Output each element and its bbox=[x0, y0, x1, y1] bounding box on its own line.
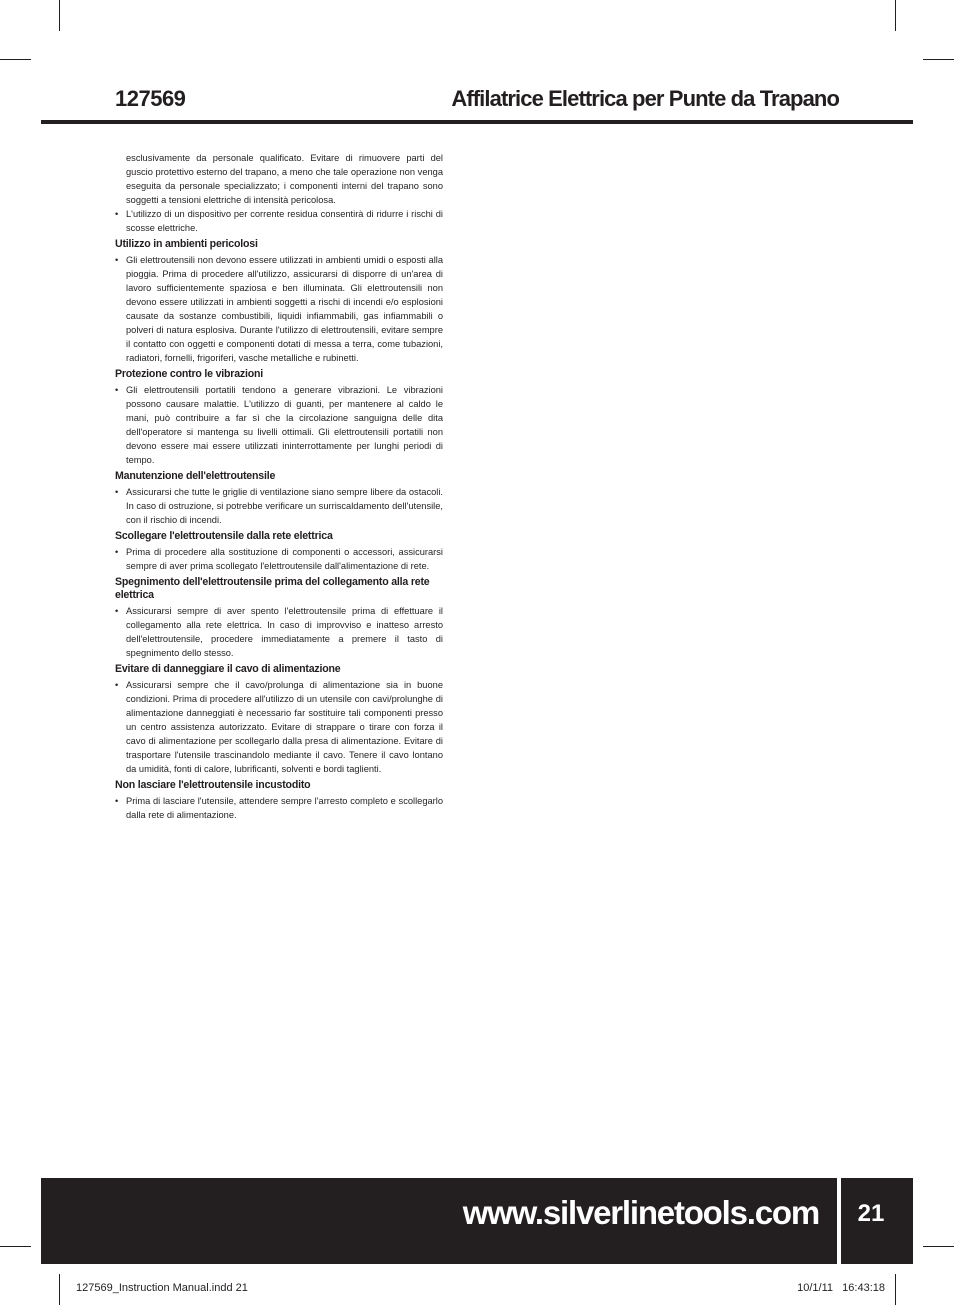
bullet-vibration: • Gli elettroutensili portatili tendono a generare vibrazioni. Le vibrazioni possono causare malattie. L'utilizzo di guanti, per mantenere al caldo le mani, può contribuire a far sì che la circolazione sanguigna delle dita dell'operatore si mantenga su livelli ottimali. Gli elettroutensili portatili non devono essere mai essere utilizzati ininterrottamente per lunghi periodi di tempo. bbox=[115, 383, 443, 467]
crop-mark-bottom-right bbox=[895, 1274, 896, 1305]
crop-mark-bottom-left bbox=[59, 1274, 60, 1305]
page-number-box bbox=[841, 1178, 913, 1264]
safety-content bbox=[115, 151, 443, 825]
bullet-power-cable: • Assicurarsi sempre che il cavo/prolunga di alimentazione sia in buone condizioni. Prima di procedere all'utilizzo di un utensile con cavi/prolunghe di alimentazione danneggiati è necessario far sostituire tali componenti presso un centro assistenza autorizzato. Evitare di strappare o tirare con forza il cavo di alimentazione per scollegarlo dalla presa di alimentazione. Evitare di trasportare l'utensile trascinandolo mediante il cavo. Tenere il cavo lontano da umidità, fonti di calore, lubrificanti, solventi e bordi taglienti. bbox=[115, 678, 443, 776]
footer-bar bbox=[41, 1178, 837, 1264]
bullet-disconnect: • Prima di procedere alla sostituzione di componenti o accessori, assicurarsi sempre di aver prima scollegato l'elettroutensile dall'alimentazione di rete. bbox=[115, 545, 443, 573]
slug-file-info: 127569_Instruction Manual.indd 21 bbox=[76, 1282, 248, 1294]
bullet-rcd: • L'utilizzo di un dispositivo per corrente residua consentirà di ridurre i rischi di scosse elettriche. bbox=[115, 207, 443, 235]
website-url: www.silverlinetools.com bbox=[462, 1194, 819, 1231]
section-heading-vibration: Protezione contro le vibrazioni bbox=[115, 368, 264, 380]
section-heading-power-cable: Evitare di danneggiare il cavo di alimentazione bbox=[115, 663, 341, 675]
slug-date-info: 10/1/11 16:43:18 bbox=[797, 1282, 885, 1294]
section-heading-maintenance: Manutenzione dell'elettroutensile bbox=[115, 470, 276, 482]
bullet-maintenance: • Assicurarsi che tutte le griglie di ventilazione siano sempre libere da ostacoli. In caso di ostruzione, si potrebbe verificare un surriscaldamento dell'utensile, con il rischio di incendi. bbox=[115, 485, 443, 527]
section-heading-disconnect: Scollegare l'elettroutensile dalla rete elettrica bbox=[115, 530, 333, 542]
section-heading-hazardous-environments: Utilizzo in ambienti pericolosi bbox=[115, 238, 258, 250]
crop-mark-top-left bbox=[59, 0, 60, 31]
section-heading-unattended: Non lasciare l'elettroutensile incustodito bbox=[115, 779, 311, 791]
page-title: Affilatrice Elettrica per Punte da Trapano bbox=[451, 86, 839, 111]
bullet-hazardous-environments: • Gli elettroutensili non devono essere utilizzati in ambienti umidi o esposti alla pioggia. Prima di procedere all'utilizzo, assicurarsi di disporre di un'area di lavoro sufficientemente spaziosa e ben illuminata. Gli elettroutensili non devono essere utilizzati in ambienti soggetti a rischi di incendi e/o esplosioni causate da sostanze combustibili, liquidi infiammabili, gas infiammabili o polveri di natura esplosiva. Durante l'utilizzo di elettroutensili, evitare sempre il contatto con oggetti e componenti dotati di messa a terra, come tubazioni, radiatori, fornelli, frigoriferi, vasche metalliche e rubinetti. bbox=[115, 253, 443, 365]
crop-mark-right-bottom bbox=[923, 1246, 954, 1247]
bullet-switch-off: • Assicurarsi sempre di aver spento l'elettroutensile prima di effettuare il collegamento alla rete elettrica. In caso di improvviso e inatteso arresto dell'elettroutensile, procedere immediatamente a premere il tasto di spegnimento dello stesso. bbox=[115, 604, 443, 660]
crop-mark-left-top bbox=[0, 59, 31, 60]
page-number: 21 bbox=[857, 1200, 885, 1227]
crop-mark-right-top bbox=[923, 59, 954, 60]
section-heading-switch-off: Spegnimento dell'elettroutensile prima del collegamento alla rete elettrica bbox=[115, 576, 430, 601]
crop-mark-top-right bbox=[895, 0, 896, 31]
product-code: 127569 bbox=[115, 86, 186, 111]
intro-paragraph: esclusivamente da personale qualificato. Evitare di rimuovere parti del guscio protettivo esterno del trapano, a meno che tale operazione non venga eseguita da personale specializzato; i componenti interni del trapano sono soggetti a tensioni elettriche di intensità pericolosa. bbox=[126, 153, 443, 205]
crop-mark-left-bottom bbox=[0, 1246, 31, 1247]
bullet-unattended: • Prima di lasciare l'utensile, attendere sempre l'arresto completo e scollegarlo dalla rete di alimentazione. bbox=[115, 794, 443, 822]
header-rule bbox=[41, 120, 913, 124]
